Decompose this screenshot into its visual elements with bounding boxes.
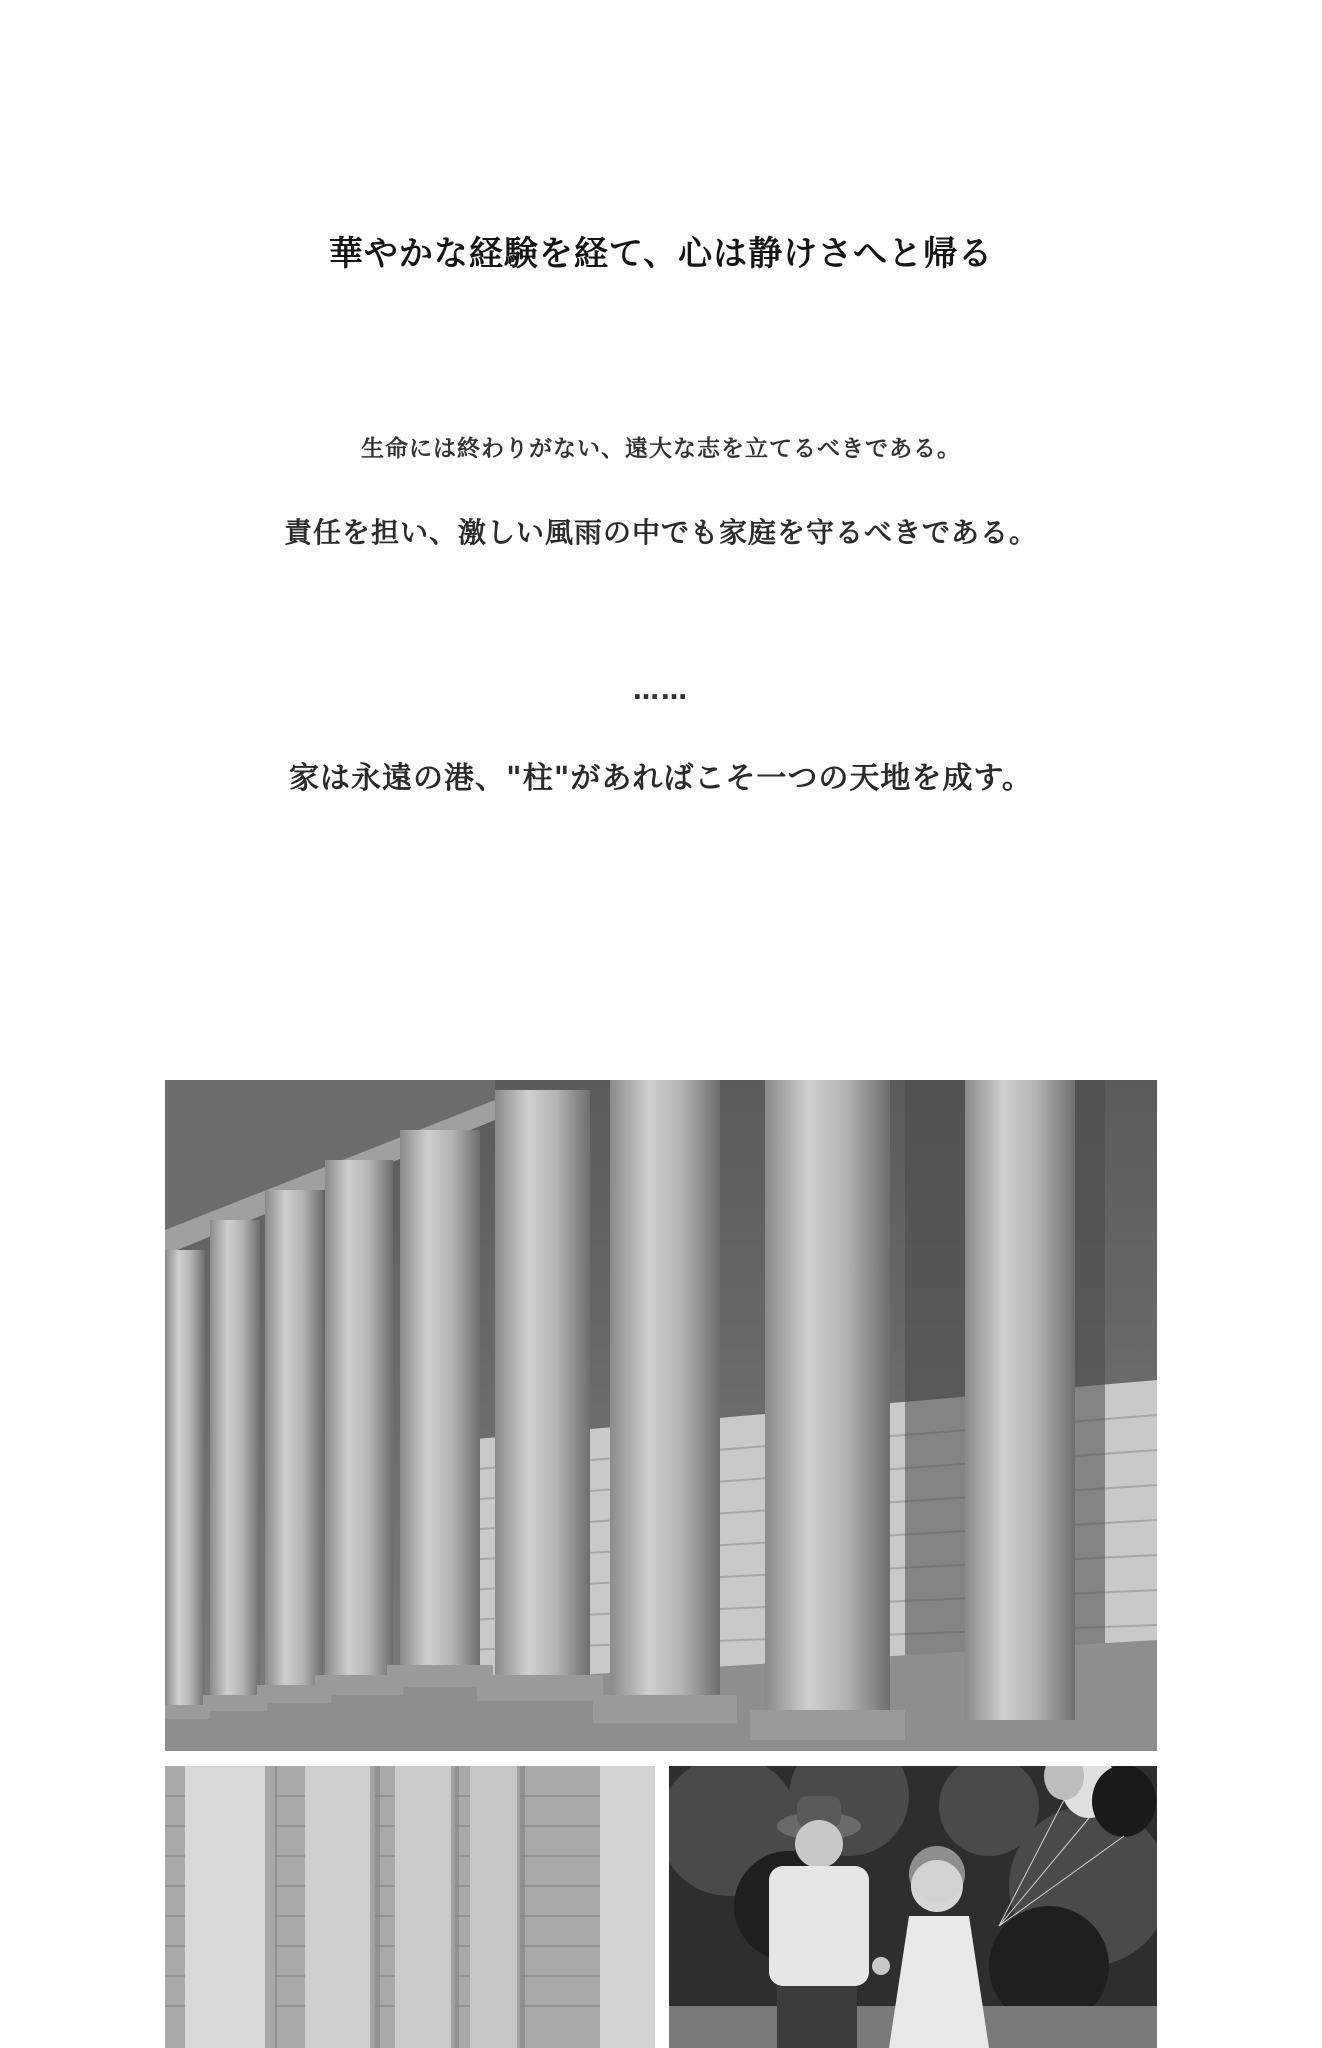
columns-photo	[165, 1766, 655, 2048]
columns-illustration	[165, 1766, 655, 2048]
colonnade-illustration	[165, 1080, 1157, 1751]
colonnade-photo	[165, 1080, 1157, 1751]
children-illustration	[669, 1766, 1157, 2048]
poem-line-2: 責任を担い、激しい風雨の中でも家庭を守るべきである。	[283, 516, 1038, 549]
page-title: 華やかな経験を経て、心は静けさへと帰る	[328, 234, 994, 274]
poem-line-3: 家は永遠の港、"柱"があればこそ一つの天地を成す。	[289, 761, 1033, 796]
poem-ellipsis: ……	[633, 676, 689, 706]
children-photo	[669, 1766, 1157, 2048]
poem-line-1: 生命には終わりがない、遠大な志を立てるべきである。	[361, 436, 961, 462]
